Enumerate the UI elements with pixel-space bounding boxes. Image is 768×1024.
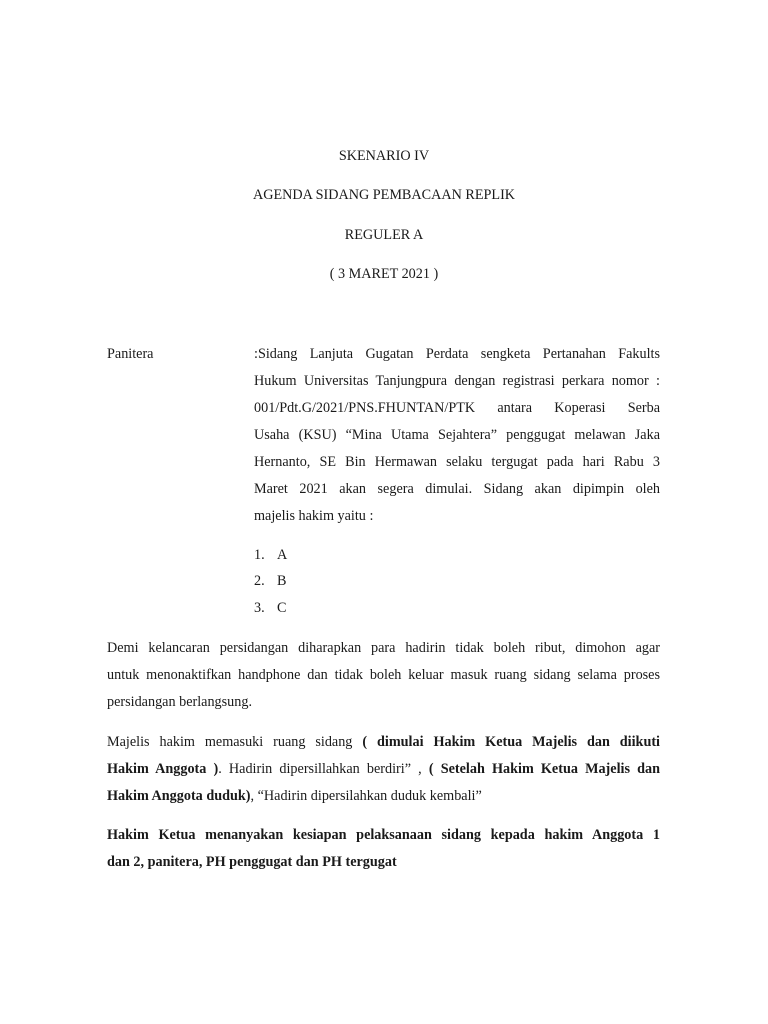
document-title: SKENARIO IV <box>338 148 430 164</box>
paragraph-line <box>107 783 660 810</box>
text-bold: ( dimulai Hakim Ketua Majelis dan diikuti <box>362 734 660 750</box>
panitera-line: Maret 2021 akan segera dimulai. Sidang akan dipimpin oleh <box>254 481 660 497</box>
list-item-number: 1. <box>254 547 265 563</box>
list-item-number: 3. <box>254 600 265 616</box>
class-heading: REGULER A <box>344 227 424 243</box>
panitera-line: Hernanto, SE Bin Hermawan selaku tergugat pada hari Rabu 3 <box>254 454 660 470</box>
speaker-label: Panitera <box>107 346 154 362</box>
panitera-line: :Sidang Lanjuta Gugatan Perdata sengketa Pertanahan Fakults <box>254 346 660 362</box>
list-item-number: 2. <box>254 573 265 589</box>
paragraph-line <box>107 729 660 756</box>
list-item: B <box>277 573 287 589</box>
text-normal: Majelis hakim memasuki ruang sidang <box>107 734 363 750</box>
text-bold: Hakim Anggota duduk) <box>107 788 251 804</box>
paragraph-line: untuk menonaktifkan handphone dan tidak boleh keluar masuk ruang sidang selama proses <box>107 667 660 683</box>
paragraph-line <box>107 756 660 783</box>
panitera-line: 001/Pdt.G/2021/PNS.FHUNTAN/PTK antara Koperasi Serba <box>254 400 660 416</box>
paragraph-line: Demi kelancaran persidangan diharapkan para hadirin tidak boleh ribut, dimohon agar <box>107 640 660 656</box>
agenda-heading: AGENDA SIDANG PEMBACAAN REPLIK <box>252 187 516 203</box>
text-bold: Hakim Anggota ) <box>107 761 219 777</box>
text-bold: ( Setelah Hakim Ketua Majelis dan <box>428 761 660 777</box>
panitera-line: majelis hakim yaitu : <box>254 508 374 524</box>
paragraph-line: persidangan berlangsung. <box>107 694 252 710</box>
list-item: C <box>277 600 287 616</box>
text-normal: , “Hadirin dipersilahkan duduk kembali” <box>250 788 482 804</box>
paragraph-line: Hakim Ketua menanyakan kesiapan pelaksanaan sidang kepada hakim Anggota 1 <box>107 827 660 843</box>
date-heading: ( 3 MARET 2021 ) <box>329 266 439 282</box>
paragraph-line: dan 2, panitera, PH penggugat dan PH tergugat <box>107 854 397 870</box>
text-normal: . Hadirin dipersillahkan berdiri” , <box>218 761 429 777</box>
panitera-line: Hukum Universitas Tanjungpura dengan registrasi perkara nomor : <box>254 373 660 389</box>
panitera-line: Usaha (KSU) “Mina Utama Sejahtera” penggugat melawan Jaka <box>254 427 660 443</box>
list-item: A <box>277 547 288 563</box>
